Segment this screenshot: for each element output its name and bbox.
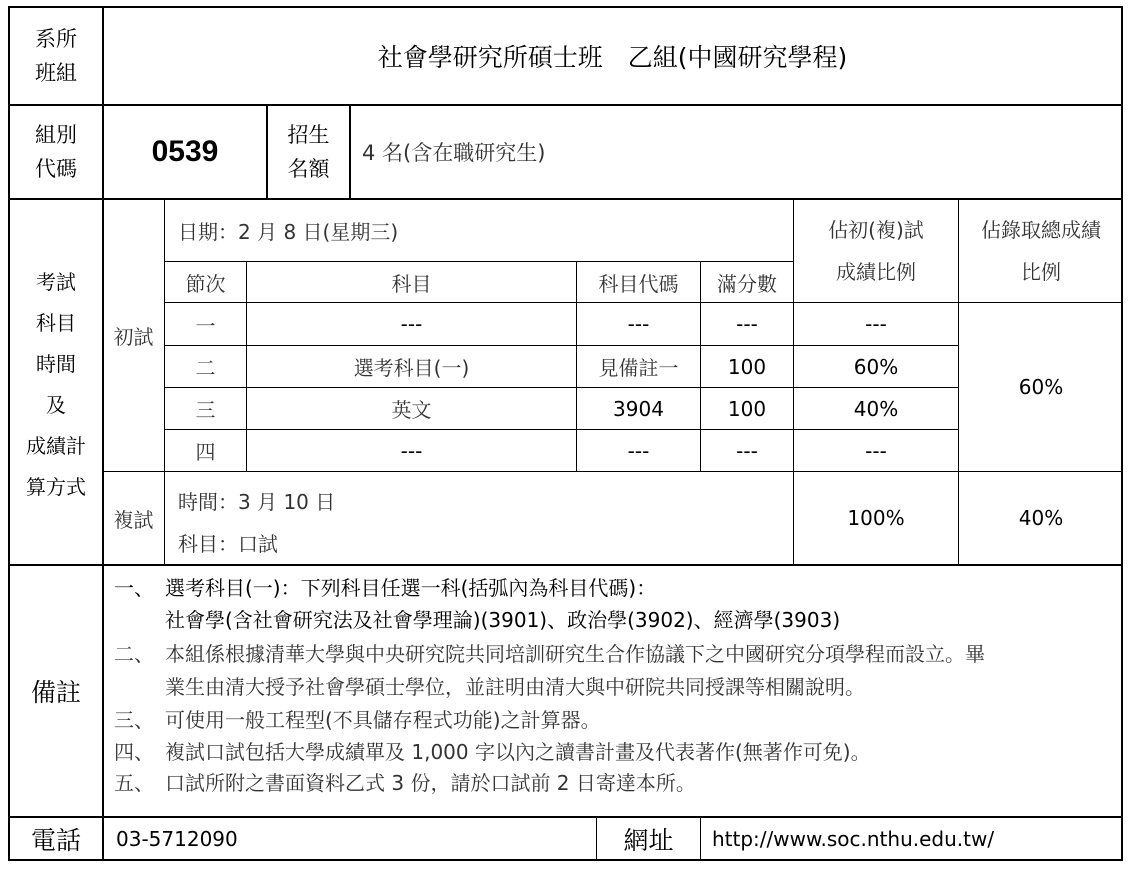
page-title: 社會學研究所碩士班 乙組(中國研究學程) [377, 43, 848, 72]
note-number: 五、 [114, 771, 154, 795]
note-line: 口試所附之書面資料乙式 3 份，請於口試前 2 日寄達本所。 [165, 771, 696, 795]
second-exam-label: 複試 [113, 507, 154, 532]
header-subject-code: 科目代碼 [598, 271, 679, 296]
table-row-code: --- [627, 438, 650, 463]
note-line: 社會學(含社會研究法及社會學理論)(3901)、政治學(3902)、經濟學(3903) [165, 608, 841, 632]
table-row-code: 3904 [613, 396, 664, 421]
group-code: 0539 [151, 135, 219, 168]
second-exam-total-ratio: 40% [1018, 506, 1064, 530]
note-line: 本組係根據清華大學與中央研究院共同培訓研究生合作協議下之中國研究分項學程而設立。畢 [165, 642, 985, 666]
second-exam-subject: 科目：口試 [178, 532, 278, 556]
quota-value: 4 名(含在職研究生) [362, 141, 546, 165]
header-subject: 科目 [391, 271, 432, 296]
table-row-period: 二 [195, 356, 216, 380]
phone-value: 03-5712090 [116, 826, 238, 851]
exam-date: 日期：2 月 8 日(星期三) [178, 219, 399, 244]
table-row-code: 見備註一 [598, 356, 679, 380]
table-row-score: 100 [727, 354, 767, 379]
url-label: 網址 [623, 825, 674, 855]
preliminary-label: 初試 [113, 324, 154, 349]
group-code-label: 組別 代碼 [35, 123, 77, 181]
header-total-ratio: 佔錄取總成績 比例 [981, 217, 1101, 284]
col-divider [349, 104, 351, 198]
exam-section-label: 考試 科目 時間 及 成績計 算方式 [26, 270, 86, 499]
table-row-score: --- [736, 312, 758, 336]
table-row-period: 四 [195, 440, 216, 464]
table-row-ratio: 40% [853, 396, 899, 421]
note-number: 三、 [114, 708, 154, 732]
table-row-ratio: 60% [853, 354, 899, 379]
header-prelim-ratio: 佔初(複)試 成績比例 [828, 217, 924, 284]
second-exam-time: 時間：3 月 10 日 [178, 490, 336, 514]
table-row-score: --- [736, 438, 758, 463]
note-line: 可使用一般工程型(不具儲存程式功能)之計算器。 [165, 708, 601, 732]
row-divider [8, 564, 1123, 566]
header-period: 節次 [185, 271, 226, 296]
note-number: 一、 [114, 576, 154, 600]
table-row-subject: --- [400, 438, 423, 463]
notes-label: 備註 [30, 678, 81, 707]
table-row-score: 100 [727, 396, 767, 421]
col-divider [700, 816, 701, 861]
total-ratio-preliminary: 60% [1018, 375, 1064, 399]
dept-label: 系所 班組 [35, 27, 77, 85]
second-exam-ratio: 100% [847, 506, 905, 530]
table-row-period: 一 [195, 313, 216, 338]
table-row-subject: 英文 [391, 398, 432, 422]
url-link[interactable]: http://www.soc.nthu.edu.tw/ [712, 826, 995, 851]
quota-label: 招生 名額 [287, 123, 330, 181]
table-row-subject: --- [400, 312, 423, 336]
table-row-period: 三 [195, 398, 216, 422]
note-line: 選考科目(一)：下列科目任選一科(括弧內為科目代碼)： [165, 576, 657, 600]
table-row-ratio: --- [865, 312, 887, 336]
note-line: 複試口試包括大學成績單及 1,000 字以內之讀書計畫及代表著作(無著作可免)。 [165, 740, 871, 764]
table-row-code: --- [627, 312, 650, 336]
phone-label: 電話 [30, 825, 81, 855]
header-full-score: 滿分數 [717, 271, 777, 296]
table-row-ratio: --- [865, 438, 887, 463]
note-number: 二、 [114, 642, 154, 666]
note-line: 業生由清大授予社會學碩士學位，並註明由清大與中研院共同授課等相關說明。 [165, 675, 865, 699]
note-number: 四、 [114, 740, 154, 764]
table-row-subject: 選考科目(一) [353, 356, 470, 380]
